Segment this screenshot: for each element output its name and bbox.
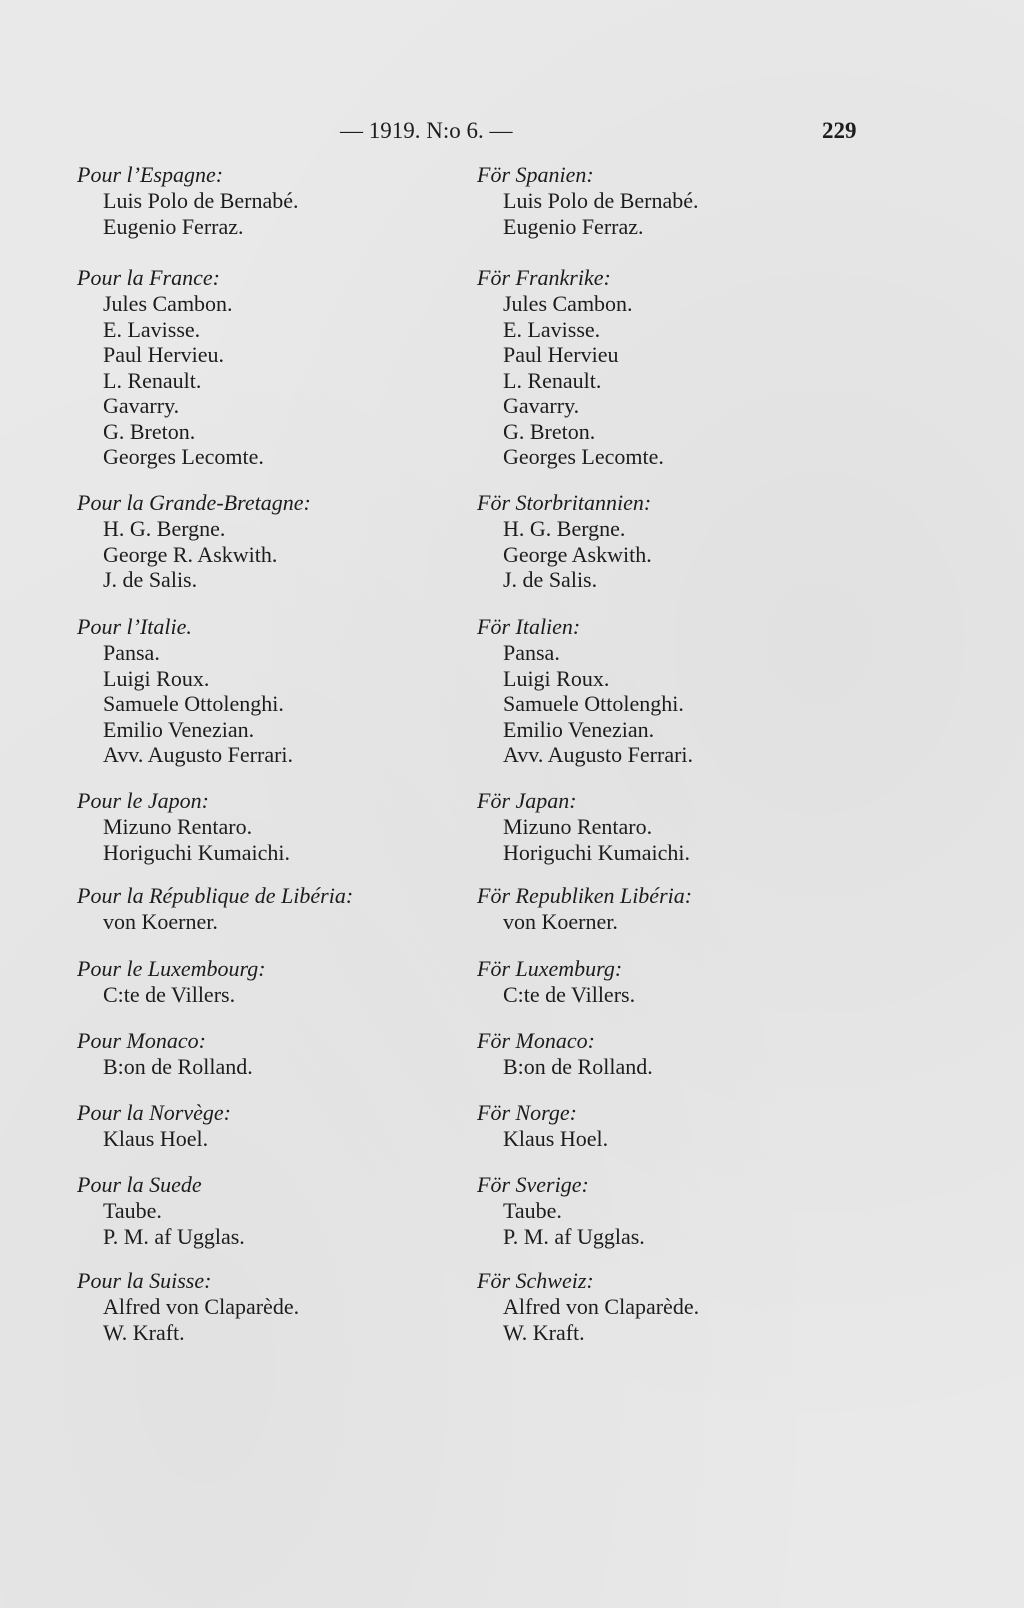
signatory-list bbox=[477, 814, 877, 865]
signatory-name: Eugenio Ferraz. bbox=[103, 213, 244, 239]
page-header bbox=[0, 118, 1024, 148]
signatory-name: B:on de Rolland. bbox=[503, 1054, 653, 1079]
swedish-signatory-block bbox=[477, 490, 877, 593]
signatory-name: Mizuno Rentaro. bbox=[503, 814, 653, 839]
swedish-signatory-block bbox=[477, 614, 877, 768]
french-signatory-block bbox=[77, 956, 477, 1008]
signatory-name: Alfred von Claparède. bbox=[103, 1294, 300, 1319]
signatory-name: Gavarry. bbox=[503, 393, 580, 418]
signatory-name: Luigi Roux. bbox=[503, 665, 610, 691]
signatory-name: Georges Lecomte. bbox=[503, 444, 664, 469]
signatory-list bbox=[477, 516, 877, 593]
signatory-name: E. Lavisse. bbox=[503, 316, 601, 342]
signatory-name: B:on de Rolland. bbox=[103, 1054, 253, 1079]
signatory-list bbox=[477, 1126, 877, 1152]
country-heading: Pour la Norvège: bbox=[77, 1100, 231, 1125]
country-heading: För Republiken Libéria: bbox=[477, 883, 693, 908]
country-heading: För Frankrike: bbox=[477, 265, 611, 290]
signatory-name: Samuele Ottolenghi. bbox=[503, 691, 684, 716]
country-heading: Pour le Japon: bbox=[77, 788, 209, 813]
french-signatory-block bbox=[77, 490, 477, 593]
french-signatory-block bbox=[77, 1172, 477, 1249]
signatory-name: Pansa. bbox=[103, 640, 160, 665]
country-heading: Pour la Grande-Bretagne: bbox=[77, 490, 311, 515]
swedish-signatory-block bbox=[477, 162, 877, 239]
swedish-signatory-block bbox=[477, 1268, 877, 1345]
country-heading: För Italien: bbox=[477, 614, 581, 639]
signatory-name: George Askwith. bbox=[503, 541, 652, 567]
french-signatory-block bbox=[77, 883, 477, 935]
country-heading: Pour Monaco: bbox=[77, 1028, 206, 1053]
french-signatory-block bbox=[77, 1100, 477, 1152]
signatory-list bbox=[477, 982, 877, 1008]
country-heading: Pour l’Italie. bbox=[77, 614, 192, 639]
swedish-signatory-block bbox=[477, 265, 877, 470]
signatory-name: George R. Askwith. bbox=[103, 541, 278, 567]
signatory-name: P. M. af Ugglas. bbox=[503, 1223, 645, 1249]
signatory-list bbox=[477, 1054, 877, 1080]
french-signatory-block bbox=[77, 788, 477, 865]
signatory-name: Klaus Hoel. bbox=[503, 1126, 609, 1151]
french-signatory-block bbox=[77, 162, 477, 239]
signatory-list bbox=[77, 982, 477, 1008]
country-heading: För Sverige: bbox=[477, 1172, 589, 1197]
signatory-name: Emilio Venezian. bbox=[103, 716, 255, 742]
signatory-name: Pansa. bbox=[503, 640, 560, 665]
signatory-name: Emilio Venezian. bbox=[503, 716, 655, 742]
signatory-name: J. de Salis. bbox=[103, 567, 198, 592]
french-signatory-block bbox=[77, 1028, 477, 1080]
signatory-list bbox=[77, 1294, 477, 1345]
signatory-list bbox=[77, 188, 477, 239]
signatory-name: C:te de Villers. bbox=[103, 982, 236, 1007]
country-heading: För Norge: bbox=[477, 1100, 578, 1125]
running-head: — 1919. N:o 6. — bbox=[340, 118, 513, 143]
signatory-name: Paul Hervieu. bbox=[103, 342, 224, 367]
country-heading: För Japan: bbox=[477, 788, 577, 813]
signatory-name: L. Renault. bbox=[103, 367, 202, 393]
signatory-name: L. Renault. bbox=[503, 367, 602, 393]
signatory-name: Georges Lecomte. bbox=[103, 444, 264, 469]
swedish-signatory-block bbox=[477, 1172, 877, 1249]
signatory-name: Avv. Augusto Ferrari. bbox=[503, 742, 694, 767]
signatory-name: C:te de Villers. bbox=[503, 982, 636, 1007]
country-heading: För Spanien: bbox=[477, 162, 594, 187]
swedish-signatory-block bbox=[477, 1100, 877, 1152]
signatory-name: Taube. bbox=[503, 1198, 562, 1223]
country-heading: Pour la Suisse: bbox=[77, 1268, 212, 1293]
country-heading: För Monaco: bbox=[477, 1028, 595, 1053]
page-number: 229 bbox=[822, 118, 857, 143]
signatory-name: P. M. af Ugglas. bbox=[103, 1223, 245, 1249]
signatory-list bbox=[77, 1198, 477, 1249]
signatory-name: Klaus Hoel. bbox=[103, 1126, 209, 1151]
signatory-name: E. Lavisse. bbox=[103, 316, 201, 342]
swedish-signatory-block bbox=[477, 956, 877, 1008]
signatory-list bbox=[477, 640, 877, 768]
signatory-name: Luis Polo de Bernabé. bbox=[503, 188, 699, 213]
signatory-name: Horiguchi Kumaichi. bbox=[503, 839, 690, 865]
signatory-name: Gavarry. bbox=[103, 393, 180, 418]
signatory-list bbox=[477, 909, 877, 935]
country-heading: För Schweiz: bbox=[477, 1268, 594, 1293]
signatory-name: Luigi Roux. bbox=[103, 665, 210, 691]
signatory-name: G. Breton. bbox=[103, 418, 196, 444]
signatory-name: H. G. Bergne. bbox=[103, 516, 226, 541]
signatory-list bbox=[77, 516, 477, 593]
signatory-name: Samuele Ottolenghi. bbox=[103, 691, 284, 716]
french-signatory-block bbox=[77, 614, 477, 768]
signatory-list bbox=[77, 909, 477, 935]
signatory-list bbox=[77, 814, 477, 865]
signatory-name: G. Breton. bbox=[503, 418, 596, 444]
signatory-name: J. de Salis. bbox=[503, 567, 598, 592]
signatory-name: Jules Cambon. bbox=[503, 291, 633, 316]
signatory-list bbox=[77, 1054, 477, 1080]
signatory-name: Jules Cambon. bbox=[103, 291, 233, 316]
french-signatory-block bbox=[77, 1268, 477, 1345]
signatory-list bbox=[477, 1294, 877, 1345]
signatory-name: Eugenio Ferraz. bbox=[503, 213, 644, 239]
signatory-name: W. Kraft. bbox=[103, 1319, 185, 1345]
signatory-list bbox=[477, 291, 877, 470]
signatory-name: Mizuno Rentaro. bbox=[103, 814, 253, 839]
french-signatory-block bbox=[77, 265, 477, 470]
signatory-name: Horiguchi Kumaichi. bbox=[103, 839, 290, 865]
signatory-name: von Koerner. bbox=[103, 909, 218, 934]
country-heading: Pour la République de Libéria: bbox=[77, 883, 354, 908]
signatory-name: Avv. Augusto Ferrari. bbox=[103, 742, 294, 767]
country-heading: Pour la Suede bbox=[77, 1172, 202, 1197]
signatory-name: Taube. bbox=[103, 1198, 162, 1223]
signatory-name: Luis Polo de Bernabé. bbox=[103, 188, 299, 213]
country-heading: Pour l’Espagne: bbox=[77, 162, 224, 187]
signatory-name: H. G. Bergne. bbox=[503, 516, 626, 541]
signatory-name: W. Kraft. bbox=[503, 1319, 585, 1345]
signatory-name: Paul Hervieu bbox=[503, 342, 619, 367]
signatory-list bbox=[77, 640, 477, 768]
country-heading: Pour le Luxembourg: bbox=[77, 956, 266, 981]
swedish-signatory-block bbox=[477, 1028, 877, 1080]
swedish-signatory-block bbox=[477, 883, 877, 935]
signatory-name: von Koerner. bbox=[503, 909, 618, 934]
signatory-list bbox=[477, 188, 877, 239]
signatory-list bbox=[77, 291, 477, 470]
country-heading: Pour la France: bbox=[77, 265, 220, 290]
country-heading: För Storbritannien: bbox=[477, 490, 652, 515]
signatory-list bbox=[77, 1126, 477, 1152]
signatory-name: Alfred von Claparède. bbox=[503, 1294, 700, 1319]
signatory-list bbox=[477, 1198, 877, 1249]
country-heading: För Luxemburg: bbox=[477, 956, 623, 981]
swedish-signatory-block bbox=[477, 788, 877, 865]
